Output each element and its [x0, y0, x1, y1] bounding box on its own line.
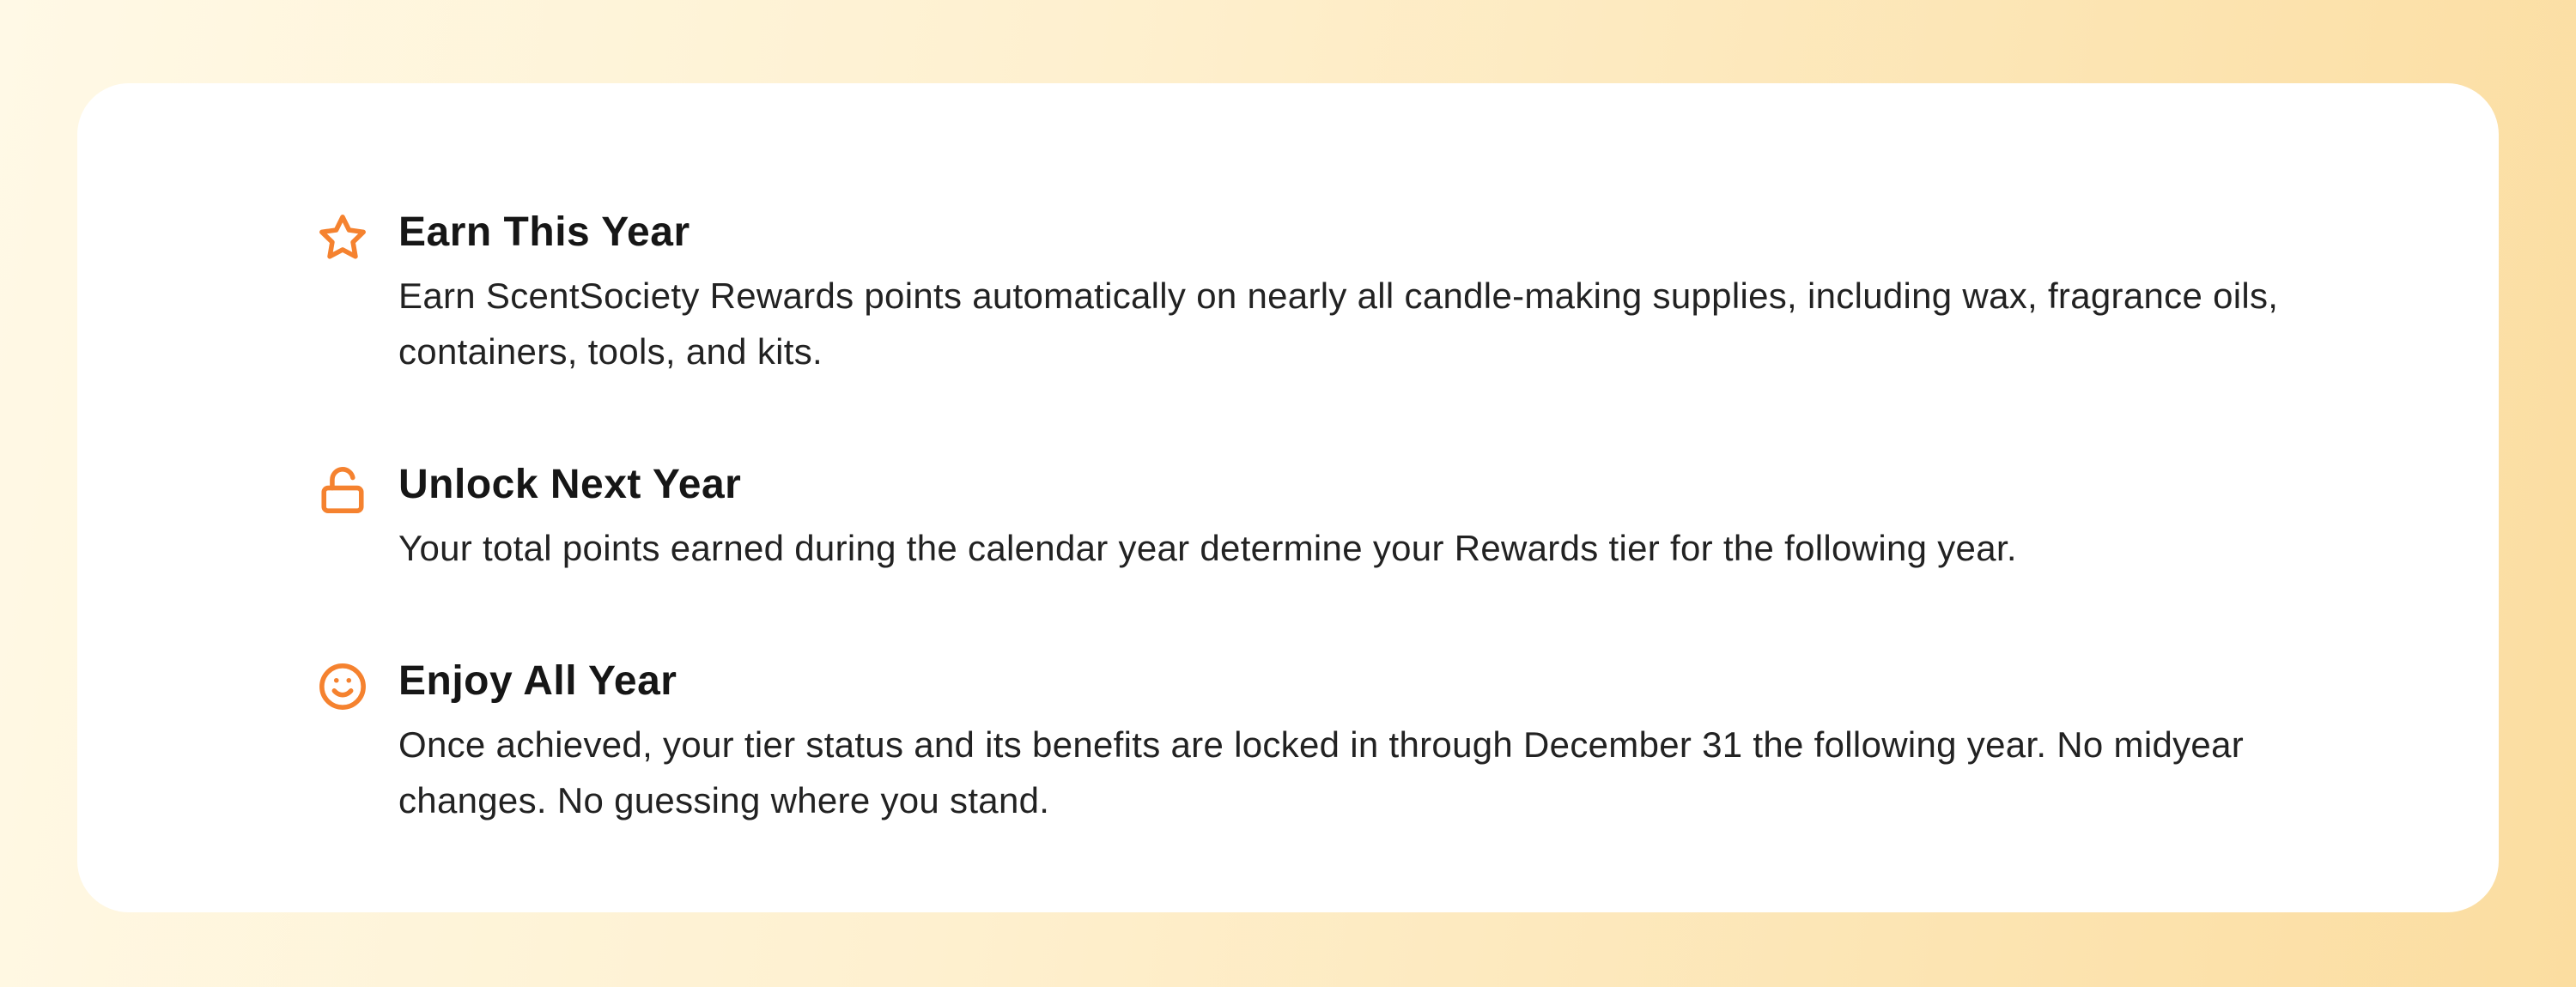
rewards-info-card [77, 83, 2499, 912]
star-icon [318, 213, 368, 263]
smile-icon [318, 662, 368, 711]
section-earn-this-year [318, 206, 2301, 379]
section-title: Enjoy All Year [398, 658, 677, 704]
section-unlock-next-year [318, 458, 2301, 576]
section-text [398, 655, 2300, 828]
unlock-icon [318, 465, 368, 515]
section-title: Earn This Year [398, 209, 690, 255]
section-description: Your total points earned during the calendar year determine your Rewards tier for the following year. [398, 528, 2017, 568]
section-title: Unlock Next Year [398, 462, 742, 507]
section-description: Earn ScentSociety Rewards points automatically on nearly all candle-making supplies, including wax, fragrance oils, containers, tools, and kits. [398, 276, 2279, 372]
section-text [398, 458, 2017, 576]
section-text [398, 206, 2300, 379]
rewards-info-content [77, 83, 2499, 828]
section-enjoy-all-year [318, 655, 2301, 828]
section-description: Once achieved, your tier status and its benefits are locked in through December 31 the following year. No midyear changes. No guessing where you stand. [398, 724, 2245, 820]
